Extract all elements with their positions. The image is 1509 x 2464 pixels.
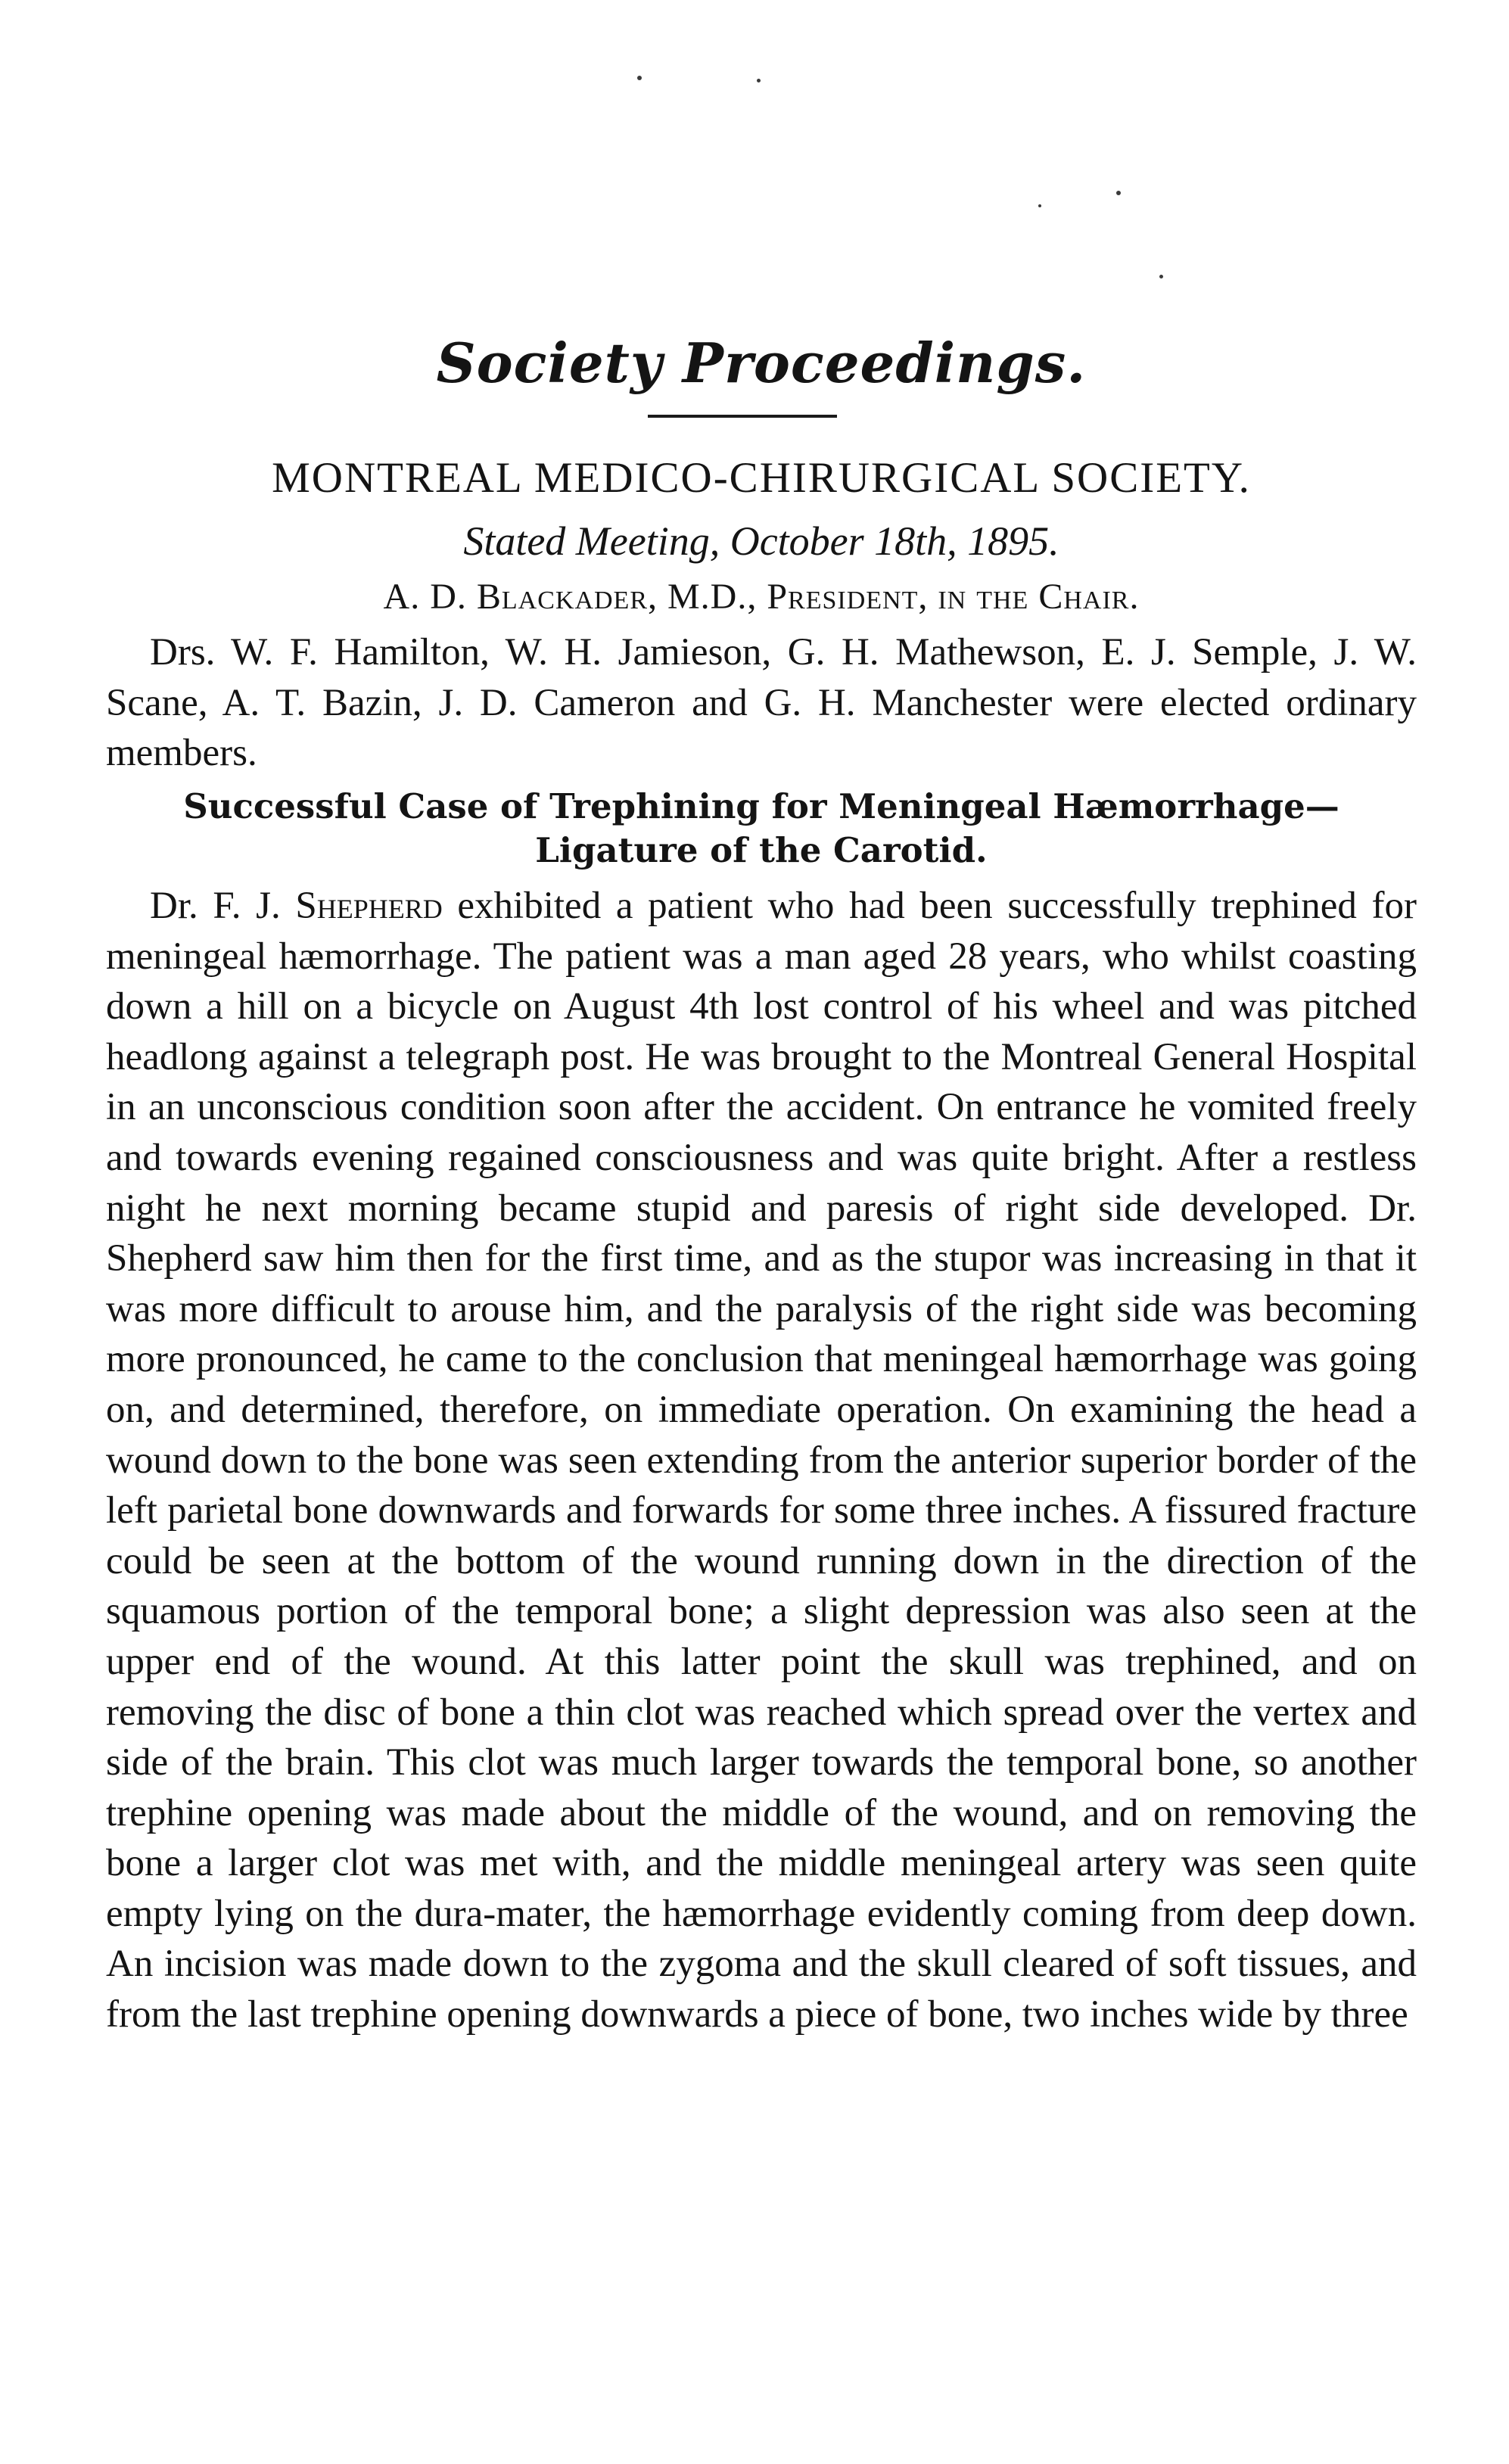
title-divider xyxy=(648,415,837,418)
members-paragraph: Drs. W. F. Hamilton, W. H. Jamieson, G. H. Mathewson, E. J. Semple, J. W. Scane, A. T. Bazin, J. D. Cameron and G. H. Manchester were elected ordinary members. xyxy=(106,631,1417,775)
scan-speck xyxy=(1038,204,1041,207)
scan-speck xyxy=(637,76,642,80)
section-title: Society Proceedings. xyxy=(436,331,1087,395)
case-heading xyxy=(106,785,1417,873)
case-paragraph xyxy=(106,881,1417,2040)
meeting-date: Stated Meeting, October 18th, 1895. xyxy=(463,518,1059,564)
chair-line xyxy=(106,572,1417,622)
case-text: exhibited a patient who had been successfully trephined for meningeal hæmorrhage. The patient was a man aged 28 years, who whilst coasting down a hill on a bicycle on August 4th lost control of his wheel and was pitched headlong against a telegraph post. He was brought to the Montreal General Hospital in an unconscious condition soon after the accident. On entrance he vomited freely and towards evening regained consciousness and was quite bright. After a restless night he next morning became stupid and paresis of right side developed. Dr. Shepherd saw him then for the first time, and as the stupor was increasing in that it was more difficult to arouse him, and the paralysis of the right side was becoming more pronounced, he came to the conclusion that meningeal hæmorrhage was going on, and determined, therefore, on immediate operation. On examining the head a wound down to the bone was seen extending from the anterior superior border of the left parietal bone downwards and forwards for some three inches. A fissured fracture could be seen at the bottom of the wound running down in the direction of the squamous portion of the temporal bone; a slight depression was also seen at the upper end of the wound. At this latter point the skull was trephined, and on removing the disc of bone a thin clot was reached which spread over the vertex and side of the brain. This clot was much larger towards the temporal bone, so another trephine opening was made about the middle of the wound, and on removing the bone a larger clot was met with, and the middle meningeal artery was seen quite empty lying on the dura-mater, the hæmorrhage evidently coming from deep down. An incision was made down to the zygoma and the skull cleared of soft tissues, and from the last trephine opening downwards a piece of bone, two inches wide by three xyxy=(106,885,1417,2036)
document-page xyxy=(106,0,1417,2464)
chair-name: A. D. Blackader, M.D. xyxy=(383,577,748,617)
scan-speck xyxy=(1159,275,1163,278)
society-name: MONTREAL MEDICO-CHIRURGICAL SOCIETY. xyxy=(272,454,1251,502)
scan-speck xyxy=(1116,191,1121,195)
case-lead: Dr. F. J. xyxy=(150,885,296,927)
chair-role: , President, in the Chair. xyxy=(747,577,1140,617)
case-heading-line-2: Ligature of the Carotid. xyxy=(535,830,988,870)
scan-speck xyxy=(757,79,761,82)
case-heading-line-1: Successful Case of Trephining for Meningeal Hæmorrhage— xyxy=(183,786,1339,826)
presenter-name: Shepherd xyxy=(295,885,443,927)
